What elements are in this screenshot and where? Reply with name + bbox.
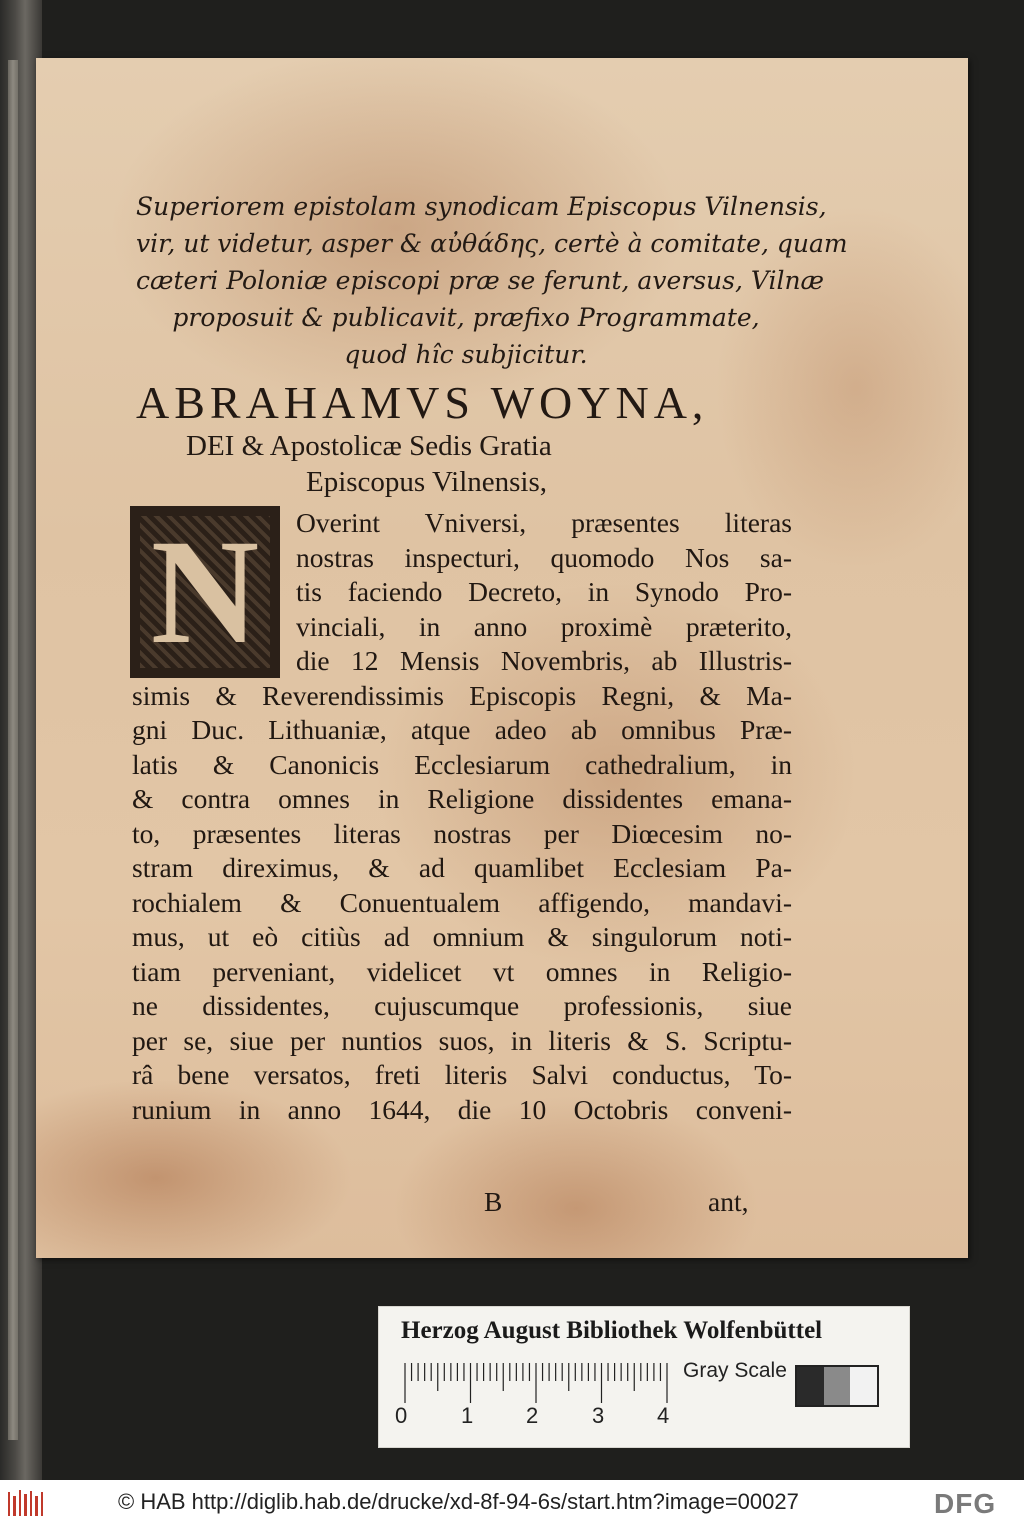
decorated-initial [130, 506, 280, 678]
gray-swatch-light [850, 1367, 877, 1405]
ruler-number: 2 [526, 1403, 539, 1428]
body-line: Overint Vniversi, præsentes literas [296, 507, 792, 538]
body-line: nostras inspecturi, quomodo Nos sa- [296, 541, 792, 573]
intro-line: quod hîc subjicitur. [344, 340, 588, 369]
library-color-card [378, 1306, 910, 1448]
body-line: die 12 Mensis Novembris, ab Illustris- [296, 645, 792, 676]
body-line: simis & Reverendissimis Episcopis Regni, & Ma- [132, 679, 792, 711]
body-line: runium in anno 1644, die 10 Octobris conveni- [132, 1093, 792, 1125]
body-line: latis & Canonicis Ecclesiarum cathedralium, in [132, 748, 792, 780]
ruler-number: 1 [461, 1403, 474, 1428]
intro-paragraph [136, 188, 848, 373]
body-line: mus, ut eò citiùs ad omnium & singulorum noti- [132, 921, 792, 952]
catchword: ant, [708, 1186, 749, 1217]
body-line: gni Duc. Lithuaniæ, atque adeo ab omnibus Præ- [132, 714, 792, 745]
intro-line: Superiorem epistolam synodicam Episcopus Vilnensis, [136, 192, 827, 221]
subheading-title: DEI & Apostolicæ Sedis Gratia [186, 430, 552, 462]
ruler-number: 0 [395, 1403, 408, 1428]
body-line: per se, siue per nuntios suos, in literis & S. Scriptu- [132, 1024, 792, 1056]
page-heading: ABRAHAMVS WOYNA, [136, 377, 709, 428]
binding-edge [8, 60, 18, 1440]
document-page [36, 58, 968, 1258]
hab-logo-icon [6, 1488, 48, 1520]
library-name: Herzog August Bibliothek Wolfenbüttel [401, 1317, 823, 1344]
body-line: to, præsentes literas nostras per Diœcesim no- [132, 817, 792, 849]
ruler-number: 4 [657, 1403, 670, 1428]
body-line: tis faciendo Decreto, in Synodo Pro- [296, 576, 792, 607]
body-line: ne dissidentes, cujuscumque professionis, siue [132, 990, 792, 1021]
page-foot [36, 1186, 968, 1226]
gray-swatch-mid [824, 1367, 851, 1405]
body-line: râ bene versatos, freti literis Salvi conductus, To- [132, 1059, 792, 1090]
viewer-footer [0, 1480, 1024, 1527]
dfg-logo: DFG [934, 1488, 997, 1519]
ruler-number: 3 [592, 1403, 605, 1428]
gray-swatch-dark [797, 1367, 824, 1405]
body-line: rochialem & Conuentualem affigendo, mandavi- [132, 886, 792, 918]
intro-line: cæteri Poloniæ episcopi præ se ferunt, aversus, Vilnæ [136, 266, 825, 295]
grayscale-swatches [795, 1365, 879, 1407]
ruler-scale [401, 1359, 691, 1409]
body-line: stram direximus, & ad quamlibet Ecclesiam Pa- [132, 852, 792, 883]
ruler-numbers [395, 1403, 695, 1429]
signature-mark: B [484, 1186, 503, 1217]
body-line: vinciali, in anno proximè præterito, [296, 610, 792, 642]
intro-line: proposuit & publicavit, præfixo Programmate, [172, 303, 760, 332]
intro-line: vir, ut videtur, asper & αὐθάδης, certè à comitate, quam [136, 229, 848, 258]
body-line: & contra omnes in Religione dissidentes emana- [132, 783, 792, 814]
initial-letter: N [150, 509, 260, 675]
body-line: tiam perveniant, videlicet vt omnes in Religio- [132, 955, 792, 987]
grayscale-label: Gray Scale [683, 1359, 787, 1382]
subheading-office: Episcopus Vilnensis, [306, 466, 548, 498]
copyright-url[interactable]: © HAB http://diglib.hab.de/drucke/xd-8f-94-6s/start.htm?image=00027 [118, 1489, 799, 1514]
